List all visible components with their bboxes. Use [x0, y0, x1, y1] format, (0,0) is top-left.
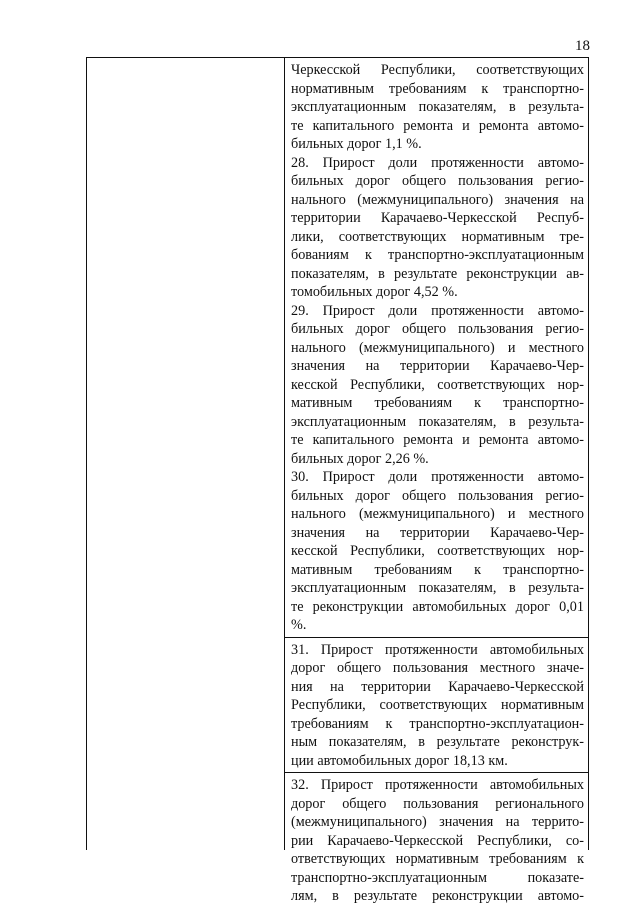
text-line: эксплуатационным показателям, в результа- [291, 580, 584, 596]
text-line: лики, соответствующих нормативным тре- [291, 228, 584, 245]
text-line: те капитального ремонта и ремонта автомо- [291, 432, 584, 448]
text-line: мативным требованиям к транспортно- [291, 561, 584, 578]
text-line: ции автомобильных дорог 18,13 км. [291, 752, 508, 769]
text-line: 28. Прирост доли протяженности автомо- [291, 154, 584, 171]
text-line: требованиям к транспортно-эксплуатацион- [291, 715, 584, 732]
table-cell-3 [285, 773, 588, 908]
table-left-column [87, 58, 285, 850]
text-line: 32. Прирост протяженности автомобильных [291, 777, 584, 793]
text-line: ния на территории Карачаево-Черкесской [291, 678, 584, 695]
text-line: Республики, соответствующих нормативным [291, 697, 584, 713]
text-line: нального (межмуниципального) и местного [291, 339, 584, 356]
text-line: 29. Прирост доли протяженности автомо- [291, 302, 584, 319]
text-line: кесской Республики, соответствующих нор- [291, 376, 584, 393]
text-line: значения на территории Карачаево-Чер- [291, 358, 584, 374]
text-line: бильных дорог общего пользования регио- [291, 487, 584, 504]
text-line: нального (межмуниципального) и местного [291, 506, 584, 522]
text-line: показателям, в результате реконструкции ав- [291, 265, 584, 282]
text-line: бильных дорог 1,1 %. [291, 136, 422, 152]
text-line: ным показателям, в результате реконструк- [291, 734, 584, 750]
text-line: эксплуатационным показателям, в результа- [291, 413, 584, 430]
text-line: те капитального ремонта и ремонта автомо- [291, 117, 584, 134]
text-line: мативным требованиям к транспортно- [291, 395, 584, 411]
text-line: бильных дорог общего пользования регио- [291, 173, 584, 189]
text-line: (межмуниципального) значения на террито- [291, 814, 584, 830]
text-line: 30. Прирост доли протяженности автомо- [291, 469, 584, 485]
text-line: Черкесской Республики, соответствующих [291, 62, 584, 78]
text-line: лям, в результате реконструкции автомо- [291, 888, 584, 904]
text-line: ответствующих нормативным требованиям к [291, 851, 584, 867]
table-cell-1 [285, 58, 588, 638]
text-line: дорог общего пользования местного значе- [291, 660, 584, 676]
text-line: эксплуатационным показателям, в результа- [291, 99, 584, 115]
text-line: бованиям к транспортно-эксплуатационным [291, 247, 584, 263]
text-line: томобильных дорог 4,52 %. [291, 284, 458, 300]
text-line: те реконструкции автомобильных дорог 0,01 [291, 598, 584, 615]
document-table [86, 57, 589, 904]
page-number: 18 [575, 38, 590, 54]
table-cell-2 [285, 638, 588, 774]
text-line: бильных дорог 2,26 %. [291, 450, 429, 467]
text-line: кесской Республики, соответствующих нор- [291, 543, 584, 559]
text-line: бильных дорог общего пользования регио- [291, 321, 584, 337]
text-line: нормативным требованиям к транспортно- [291, 80, 584, 97]
text-line: 31. Прирост протяженности автомобильных [291, 641, 584, 658]
text-line: значения на территории Карачаево-Чер- [291, 524, 584, 541]
table-right-column [285, 58, 588, 904]
text-line: %. [291, 617, 307, 633]
text-line: рии Карачаево-Черкесской Республики, со- [291, 832, 584, 849]
text-line: нального (межмуниципального) значения на [291, 191, 584, 208]
text-line: транспортно-эксплуатационным показате- [291, 869, 584, 886]
text-line: дорог общего пользования регионального [291, 795, 584, 812]
text-line: территории Карачаево-Черкесской Респуб- [291, 210, 584, 226]
